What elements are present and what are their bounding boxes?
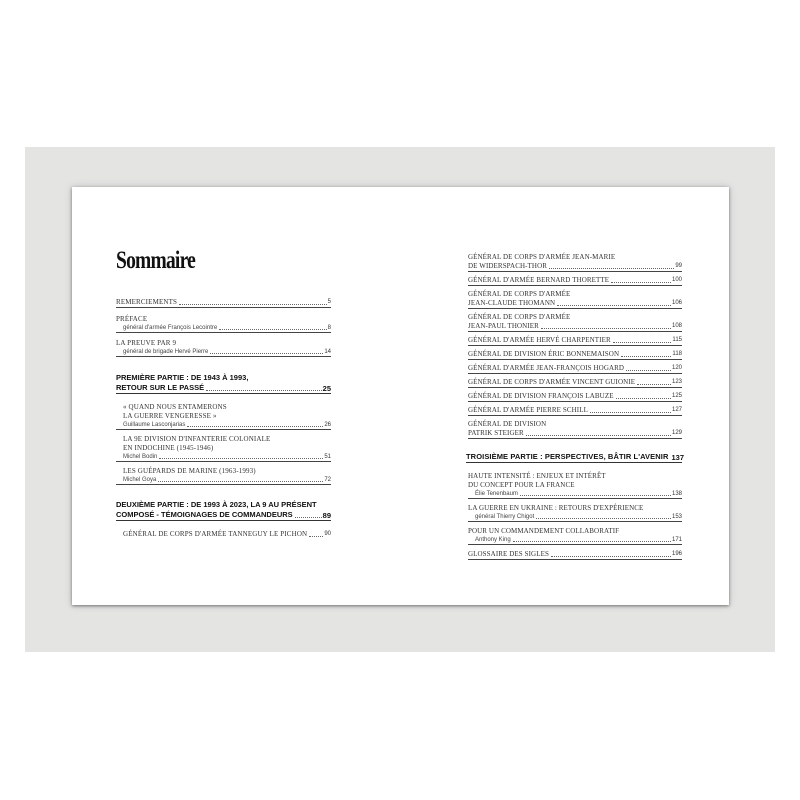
page-number: 108 (671, 323, 682, 329)
toc-right-column (468, 253, 682, 561)
page-number: 125 (671, 393, 682, 399)
toc-entry-preuve-par-9[interactable]: LA PREUVE PAR 9 général de brigade Hervé Pierre 14 (116, 339, 331, 355)
toc-entry-widerspach-thor[interactable]: GÉNÉRAL DE CORPS D'ARMÉE JEAN-MARIE DE WIDERSPACH-THOR 99 (468, 253, 682, 270)
page-number: 89 (322, 511, 331, 520)
toc-entry-thonier[interactable]: GÉNÉRAL DE CORPS D'ARMÉE JEAN-PAUL THONIER 108 (468, 313, 682, 330)
page-number: 51 (324, 454, 331, 460)
toc-entry-guepards-de-marine[interactable]: LES GUÉPARDS DE MARINE (1963-1993) Michel Goya 72 (116, 467, 331, 485)
toc-entry-remerciements[interactable]: REMERCIEMENTS 5 (116, 298, 331, 306)
toc-part-2[interactable]: DEUXIÈME PARTIE : DE 1993 À 2023, LA 9 AU PRÉSENT COMPOSÉ - TÉMOIGNAGES DE COMMANDEURS 89 (116, 500, 331, 520)
page-number: 127 (671, 407, 682, 413)
toc-entry-hogard[interactable]: GÉNÉRAL D'ARMÉE JEAN-FRANÇOIS HOGARD 120 (468, 364, 682, 372)
toc-left-column (116, 298, 331, 539)
page-title: Sommaire (116, 247, 195, 274)
author: Anthony King (475, 537, 511, 543)
page-number: 138 (671, 491, 682, 497)
page-number: 153 (671, 514, 682, 520)
page-number: 100 (671, 277, 682, 283)
page-number: 123 (671, 379, 682, 385)
page-number: 118 (672, 351, 682, 357)
page-number: 90 (324, 531, 331, 537)
page-number: 115 (672, 337, 682, 343)
toc-entry-le-pichon[interactable]: GÉNÉRAL DE CORPS D'ARMÉE TANNEGUY LE PICHON 90 (123, 530, 331, 538)
author: Guillaume Lasconjarias (123, 422, 186, 428)
page-number: 14 (324, 349, 331, 355)
page-number: 25 (322, 384, 331, 393)
toc-part-3[interactable]: TROISIÈME PARTIE : PERSPECTIVES, BÂTIR L'AVENIR 137 (466, 452, 684, 462)
author: Michel Bodin (123, 454, 158, 460)
toc-entry-charpentier[interactable]: GÉNÉRAL D'ARMÉE HERVÉ CHARPENTIER 115 (468, 336, 682, 344)
toc-entry-haute-intensite[interactable]: HAUTE INTENSITÉ : ENJEUX ET INTÉRÊT DU CONCEPT POUR LA FRANCE Élie Tenenbaum 138 (468, 472, 682, 497)
author: Michel Goya (123, 477, 157, 483)
page-number: 171 (671, 537, 682, 543)
toc-entry-glossaire[interactable]: GLOSSAIRE DES SIGLES 196 (468, 550, 682, 558)
toc-entry-9e-division[interactable]: LA 9E DIVISION D'INFANTERIE COLONIALE EN INDOCHINE (1945-1946) Michel Bodin 51 (116, 435, 331, 462)
page-number: 196 (671, 551, 682, 557)
page-number: 72 (324, 477, 331, 483)
toc-entry-guionie[interactable]: GÉNÉRAL DE CORPS D'ARMÉE VINCENT GUIONIE 123 (468, 378, 682, 386)
toc-entry-labuze[interactable]: GÉNÉRAL DE DIVISION FRANÇOIS LABUZE 125 (468, 392, 682, 400)
page-number: 8 (327, 325, 331, 331)
toc-entry-commandement-collaboratif[interactable]: POUR UN COMMANDEMENT COLLABORATIF Anthony King 171 (468, 527, 682, 543)
toc-part-1[interactable]: PREMIÈRE PARTIE : DE 1943 À 1993, RETOUR SUR LE PASSÉ 25 (116, 373, 331, 393)
page-number: 129 (671, 430, 682, 436)
page-number: 26 (324, 422, 331, 428)
page-number: 120 (671, 365, 682, 371)
toc-entry-quand-nous-entamerons[interactable]: « QUAND NOUS ENTAMERONS LA GUERRE VENGERESSE » Guillaume Lasconjarias 26 (116, 403, 331, 430)
author: général Thierry Chigot (475, 514, 535, 520)
page-number: 99 (675, 263, 682, 269)
author: Élie Tenenbaum (475, 491, 518, 497)
page-number: 106 (671, 300, 682, 306)
toc-entry-guerre-ukraine[interactable]: LA GUERRE EN UKRAINE : RETOURS D'EXPÉRIENCE général Thierry Chigot 153 (468, 504, 682, 520)
page-number: 5 (327, 299, 331, 305)
toc-entry-steiger[interactable]: GÉNÉRAL DE DIVISION PATRIK STEIGER 129 (468, 420, 682, 437)
page-number: 137 (671, 453, 684, 462)
author: général de brigade Hervé Pierre (123, 349, 209, 355)
toc-entry-thomann[interactable]: GÉNÉRAL DE CORPS D'ARMÉE JEAN-CLAUDE THOMANN 106 (468, 290, 682, 307)
toc-entry-thorette[interactable]: GÉNÉRAL D'ARMÉE BERNARD THORETTE 100 (468, 276, 682, 284)
toc-entry-schill[interactable]: GÉNÉRAL D'ARMÉE PIERRE SCHILL 127 (468, 406, 682, 414)
toc-entry-bonnemaison[interactable]: GÉNÉRAL DE DIVISION ÉRIC BONNEMAISON 118 (468, 350, 682, 358)
author: général d'armée François Lecointre (123, 325, 218, 331)
toc-entry-preface[interactable]: PRÉFACE général d'armée François Lecointre 8 (116, 315, 331, 331)
